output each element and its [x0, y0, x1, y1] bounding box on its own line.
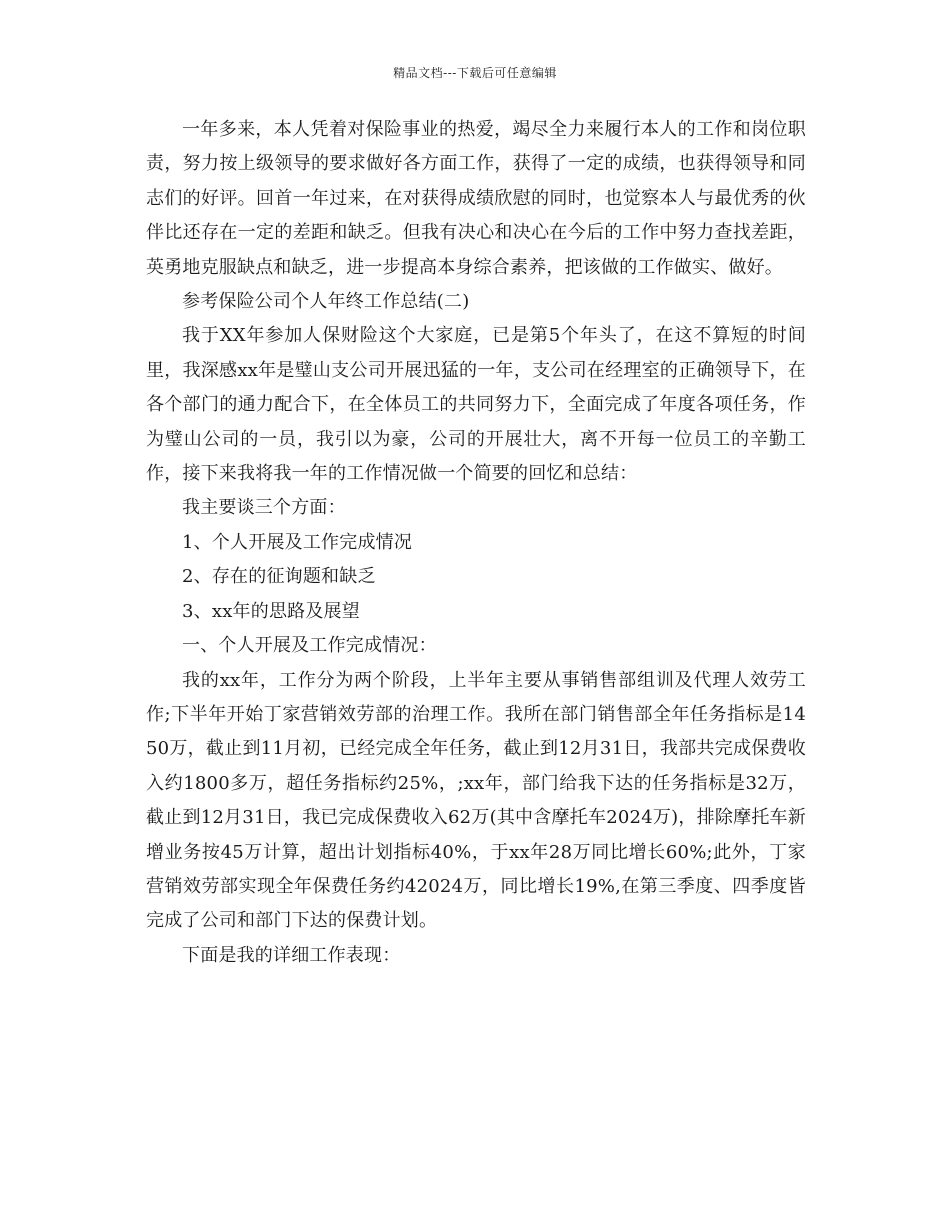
page-header: 精品文档---下载后可任意编辑 — [393, 66, 557, 80]
list-item: 1、个人开展及工作完成情况 — [182, 531, 413, 553]
list-item: 2、存在的征询题和缺乏 — [182, 566, 376, 588]
paragraph-three-aspects: 我主要谈三个方面： — [182, 497, 346, 519]
paragraph-overview: 我于XX年参加人保财险这个大家庭，已是第5个年头了，在这不算短的时间里，我深感xx年是璧山支公司开展迅猛的一年，支公司在经理室的正确领导下，在各个部门的通力配合下，在全体员工的共同努力下，全面完成了年度各项任务，作为璧山公司的一员，我引以为豪，公司的开展壮大，离不开每一位员工的辛勤工作，接下来我将我一年的工作情况做一个简要的回忆和总结： — [146, 325, 806, 485]
paragraph-intro: 一年多来，本人凭着对保险事业的热爱，竭尽全力来履行本人的工作和岗位职责，努力按上级领导的要求做好各方面工作，获得了一定的成绩，也获得领导和同志们的好评。回首一年过来，在对获得成绩欣慰的同时，也觉察本人与最优秀的伙伴比还存在一定的差距和缺乏。但我有决心和决心在今后的工作中努力查找差距，英勇地克服缺点和缺乏，进一步提高本身综合素养，把该做的工作做实、做好。 — [146, 119, 806, 278]
paragraph-details: 我的xx年，工作分为两个阶段，上半年主要从事销售部组训及代理人效劳工作;下半年开始丁家营销效劳部的治理工作。我所在部门销售部全年任务指标是1450万，截止到11月初，已经完成全年任务，截止到12月31日，我部共完成保费收入约1800多万，超任务指标约25%，;xx年，部门给我下达的任务指标是32万，截止到12月31日，我已完成保费收入62万(其中含摩托车2024万)，排除摩托车新增业务按45万计算，超出计划指标40%，于xx年28万同比增长60%;此外，丁家营销效劳部实现全年保费任务约42024万，同比增长19%,在第三季度、四季度皆完成了公司和部门下达的保费计划。 — [146, 669, 806, 932]
section-heading: 一、个人开展及工作完成情况： — [182, 635, 437, 657]
document-body — [146, 113, 806, 973]
section-title: 参考保险公司个人年终工作总结(二) — [182, 291, 470, 313]
paragraph-closing: 下面是我的详细工作表现： — [182, 944, 401, 966]
list-item: 3、xx年的思路及展望 — [182, 600, 360, 622]
